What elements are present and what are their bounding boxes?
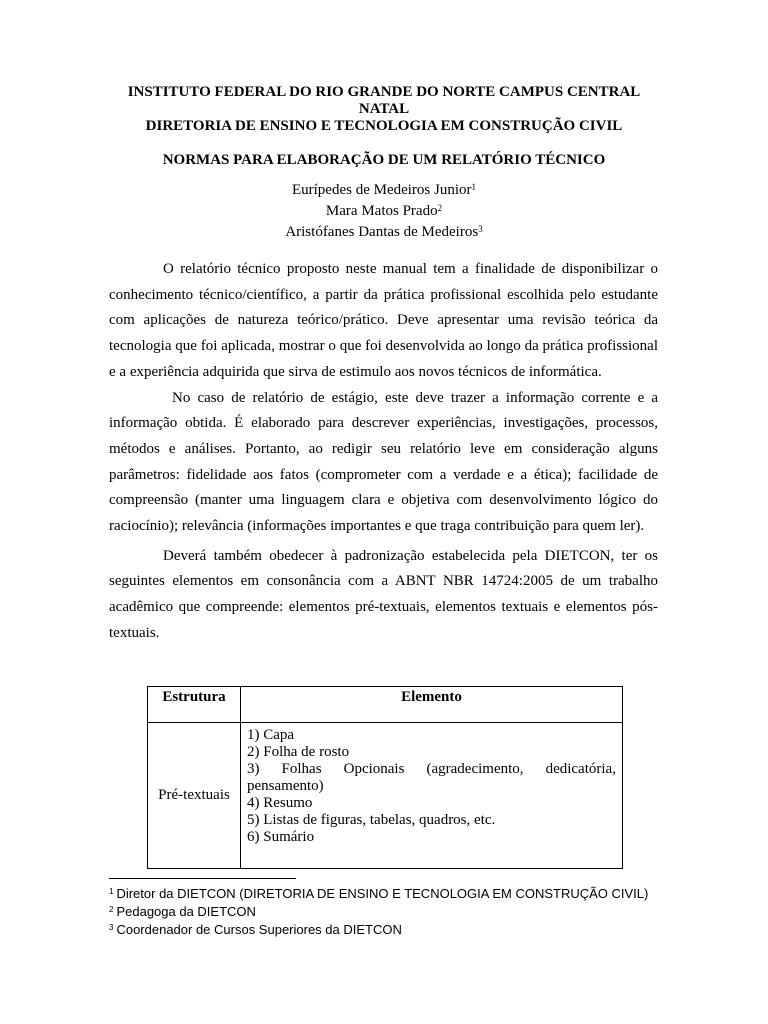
footnote-text: Diretor da DIETCON (DIRETORIA DE ENSINO E TECNOLOGIA EM CONSTRUÇÃO CIVIL) [116,886,649,901]
list-item-word: (agradecimento, [426,761,524,777]
body-text [109,257,658,647]
author-1 [100,180,668,201]
footnote-2 [109,903,709,921]
list-item-word: Opcionais [343,761,405,777]
list-item-word: Folhas [281,761,322,777]
row-label-pre-textuais: Pré-textuais [148,723,241,869]
author-name: Mara Matos Prado [325,203,438,219]
footnote-3 [109,921,709,939]
list-item-continuation: pensamento) [247,778,324,794]
footnote-number: 2 [109,905,114,914]
author-name: Aristófanes Dantas de Medeiros [285,224,479,240]
paragraph-2: No caso de relatório de estágio, este deve trazer a informação corrente e a informação obtida. É elaborado para descrever experiências, investigações, processos, métodos e análises. Portanto, ao redigir seu relatório leve em consideração alguns parâmetros: fidelidade aos fatos (comprometer com a verdade e a ética); facilidade de compreensão (manter uma linguagem clara e objetiva com desenvolvimento lógico do raciocínio); relevância (informações importantes e que traga contribuição para quem ler). [109,389,658,535]
directorate-name: DIRETORIA DE ENSINO E TECNOLOGIA EM CONSTRUÇÃO CIVIL [145,118,623,134]
footnote-ref: 3 [478,224,483,234]
paragraph-1: O relatório técnico proposto neste manual tem a finalidade de disponibilizar o conhecimento técnico/científico, a partir da prática profissional escolhida pelo estudante com aplicações de natureza teórico/prático. Deve apresentar uma revisão teórica da tecnologia que foi aplicada, mostrar o que foi desenvolvida ao longo da prática profissional e a experiência adquirida que sirva de estimulo aos novos técnicos de informática. [109,261,658,380]
list-item: 4) Resumo [247,795,313,811]
column-header-estrutura: Estrutura [148,687,241,723]
list-item-word: dedicatória, [545,761,616,777]
footnote-text: Pedagoga da DIETCON [116,904,256,919]
author-3 [100,222,668,243]
footnote-ref: 1 [471,182,477,192]
element-list [241,723,623,869]
footnote-ref: 2 [437,203,443,213]
list-item: 6) Sumário [247,829,315,845]
institution-name-line2: NATAL [358,101,410,117]
footnote-text: Coordenador de Cursos Superiores da DIETCON [116,922,402,937]
column-header-elemento: Elemento [241,687,623,723]
footnote-1 [109,885,709,903]
table-row [148,723,623,869]
list-item-word: 3) [247,761,260,777]
document-title: NORMAS PARA ELABORAÇÃO DE UM RELATÓRIO TÉCNICO [162,152,606,168]
footnote-number: 1 [109,887,114,896]
list-item: 5) Listas de figuras, tabelas, quadros, etc. [247,812,496,828]
table-header-row [148,687,623,723]
footnotes [109,885,709,939]
footnote-divider [109,878,296,879]
list-item: 2) Folha de rosto [247,744,350,760]
author-2 [100,201,668,222]
list-item [247,761,616,778]
list-item: 1) Capa [247,727,295,743]
author-name: Eurípedes de Medeiros Junior [291,182,472,198]
structure-table [147,686,623,869]
author-list [100,180,668,243]
institution-name-line1: INSTITUTO FEDERAL DO RIO GRANDE DO NORTE CAMPUS CENTRAL [127,84,641,100]
institution-header [100,84,668,135]
footnote-number: 3 [109,923,114,932]
paragraph-3: Deverá também obedecer à padronização estabelecida pela DIETCON, ter os seguintes elementos em consonância com a ABNT NBR 14724:2005 de um trabalho acadêmico que compreende: elementos pré-textuais, elementos textuais e elementos pós-textuais. [109,547,658,641]
